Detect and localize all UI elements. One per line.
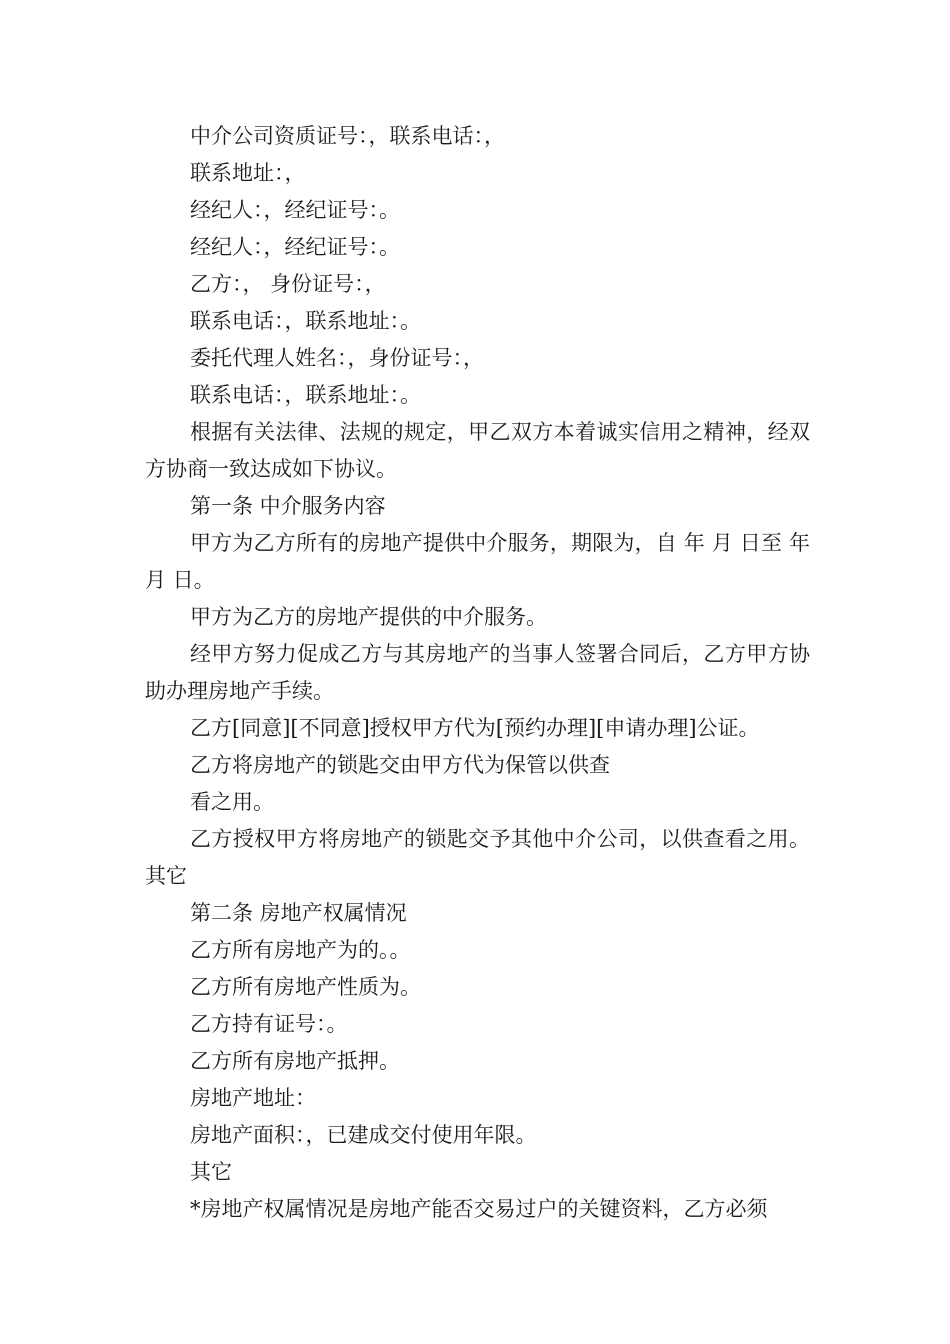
- paragraph-contact-address: 联系地址：，: [190, 161, 306, 185]
- heading-article-2: 第二条 房地产权属情况: [190, 901, 407, 925]
- paragraph-property-type: 乙方所有房地产为的。。: [190, 938, 411, 962]
- contract-body: [145, 118, 810, 1228]
- paragraph-mortgage: 乙方所有房地产抵押。: [190, 1049, 400, 1073]
- paragraph-broker-1: 经纪人：，经纪证号：。: [190, 198, 400, 222]
- heading-article-1: 第一条 中介服务内容: [190, 494, 386, 518]
- paragraph-certificate-number: 乙方持有证号：。: [190, 1012, 348, 1036]
- paragraph-preamble: 根据有关法律、法规的规定，甲乙双方本着诚实信用之精神，经双方协商一致达成如下协议。: [145, 420, 810, 481]
- paragraph-agent-contact: 联系电话：，联系地址：。: [190, 383, 421, 407]
- paragraph-ownership-note: *房地产权属情况是房地产能否交易过户的关键资料，乙方必须: [190, 1197, 768, 1221]
- paragraph-keys-custody: 乙方将房地产的锁匙交由甲方代为保管以供查: [190, 753, 610, 777]
- paragraph-agent-name: 委托代理人姓名：，身份证号：，: [190, 346, 484, 370]
- paragraph-keys-custody-cont: 看之用。: [190, 790, 274, 814]
- paragraph-agency-license: 中介公司资质证号：，联系电话：，: [190, 124, 505, 148]
- paragraph-broker-2: 经纪人：，经纪证号：。: [190, 235, 400, 259]
- paragraph-keys-other-agency: 乙方授权甲方将房地产的锁匙交予其他中介公司，以供查看之用。 其它: [145, 827, 810, 888]
- paragraph-party-b: 乙方：， 身份证号：，: [190, 272, 386, 296]
- paragraph-property-area: 房地产面积：，已建成交付使用年限。: [190, 1123, 537, 1147]
- paragraph-property-address: 房地产地址：: [190, 1086, 316, 1110]
- paragraph-party-b-contact: 联系电话：，联系地址：。: [190, 309, 421, 333]
- paragraph-service-provided: 甲方为乙方的房地产提供的中介服务。: [190, 605, 547, 629]
- paragraph-property-nature: 乙方所有房地产性质为。: [190, 975, 421, 999]
- paragraph-notarization: 乙方[同意][不同意]授权甲方代为[预约办理][申请办理]公证。: [190, 716, 760, 740]
- paragraph-assist-procedures: 经甲方努力促成乙方与其房地产的当事人签署合同后，乙方甲方协助办理房地产手续。: [145, 642, 810, 703]
- paragraph-service-term: 甲方为乙方所有的房地产提供中介服务，期限为，自 年 月 日至 年 月 日。: [145, 531, 810, 592]
- paragraph-other: 其它: [190, 1160, 232, 1184]
